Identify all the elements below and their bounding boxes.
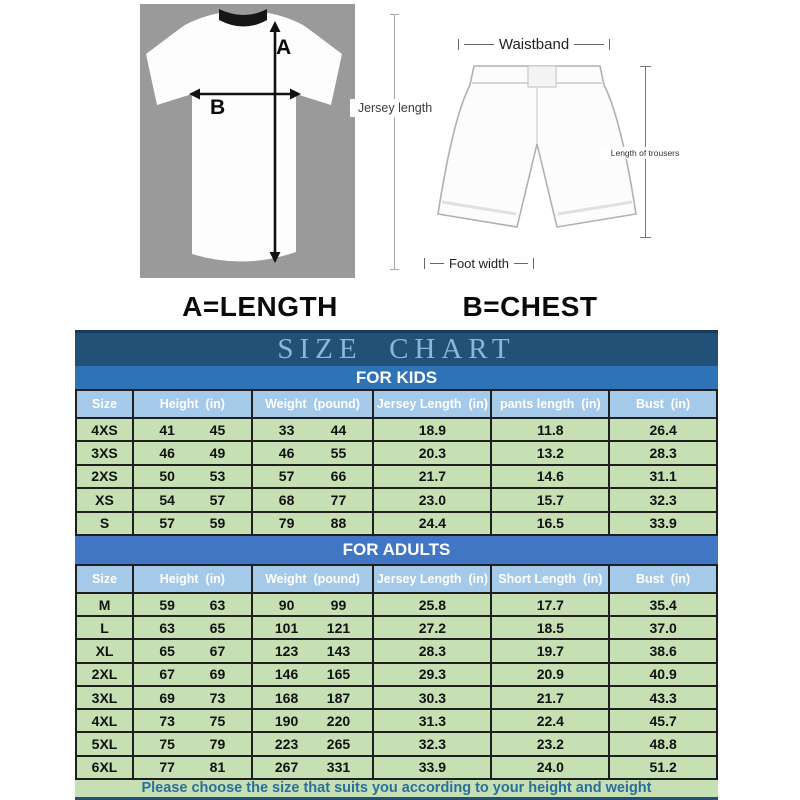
table-row — [75, 466, 718, 489]
cell-value: 267 — [274, 759, 299, 776]
cell-value: 23.2 — [536, 736, 564, 753]
cell-value: 57 — [209, 491, 226, 508]
cell-value: 75 — [159, 736, 175, 753]
cell-value: 123 — [274, 643, 299, 660]
value-cell — [492, 664, 610, 685]
value-cell — [374, 687, 492, 708]
measure-line — [574, 44, 604, 45]
cell-value: 45 — [209, 421, 226, 438]
cell-value: 54 — [159, 491, 175, 508]
cell-value: 67 — [209, 643, 226, 660]
value-cell — [253, 757, 375, 778]
cell-value: 65 — [209, 619, 226, 636]
cell-value: 4XL — [91, 712, 118, 729]
length-of-trousers-label: Length of trousers — [601, 147, 689, 159]
measure-line — [464, 44, 494, 45]
cell-value: 50 — [159, 468, 175, 485]
column-header-height: Height (in) — [134, 391, 253, 417]
cell-value: 38.6 — [649, 643, 677, 660]
cell-value: 77 — [330, 491, 347, 508]
table-row — [75, 757, 718, 780]
cell-value: 331 — [326, 759, 351, 776]
value-cell — [253, 594, 375, 615]
kids-table-rows — [75, 419, 718, 536]
cell-value: 99 — [330, 596, 347, 613]
size-cell — [77, 489, 134, 510]
cell-value: 28.3 — [649, 445, 677, 462]
table-row — [75, 687, 718, 710]
cell-value: 15.7 — [536, 491, 564, 508]
shirt-shape — [146, 13, 342, 262]
jersey-length-label: Jersey length — [350, 99, 440, 117]
cell-value: 48.8 — [649, 736, 677, 753]
column-header-bust: Bust (in) — [610, 391, 718, 417]
value-cell — [374, 442, 492, 463]
table-row — [75, 489, 718, 512]
value-cell — [253, 664, 375, 685]
cell-value: 40.9 — [649, 666, 677, 683]
value-cell — [610, 489, 718, 510]
column-header-short-length: Short Length (in) — [492, 566, 610, 592]
cell-value: 57 — [278, 468, 295, 485]
value-cell — [253, 640, 375, 661]
cell-value: 55 — [330, 445, 347, 462]
value-cell — [492, 442, 610, 463]
cell-value: 27.2 — [418, 619, 446, 636]
column-header-weight: Weight (pound) — [253, 566, 375, 592]
measure-tick — [609, 39, 610, 50]
cell-value: 31.3 — [418, 712, 446, 729]
cell-value: 41 — [159, 421, 175, 438]
table-row — [75, 640, 718, 663]
value-cell — [492, 733, 610, 754]
value-cell — [610, 757, 718, 778]
cell-value: 77 — [159, 759, 175, 776]
measure-tick — [458, 39, 459, 50]
cell-value: 187 — [326, 689, 351, 706]
value-cell — [134, 640, 253, 661]
value-cell — [374, 733, 492, 754]
size-cell — [77, 640, 134, 661]
measure-a-label: A — [276, 36, 292, 59]
cell-value: 88 — [330, 515, 347, 532]
value-cell — [492, 640, 610, 661]
cell-value: 190 — [274, 712, 299, 729]
cell-value: M — [98, 596, 111, 613]
adults-table-rows — [75, 594, 718, 780]
value-cell — [492, 710, 610, 731]
value-cell — [253, 617, 375, 638]
cell-value: 57 — [159, 515, 175, 532]
value-cell — [134, 419, 253, 440]
cell-value: 265 — [326, 736, 351, 753]
column-header-size: Size — [77, 391, 134, 417]
table-row — [75, 594, 718, 617]
column-header-size: Size — [77, 566, 134, 592]
cell-value: 49 — [209, 445, 226, 462]
cell-value: 59 — [209, 515, 226, 532]
value-cell — [134, 513, 253, 534]
cell-value: 16.5 — [536, 515, 564, 532]
cell-value: 29.3 — [418, 666, 446, 683]
cell-value: 3XS — [91, 445, 118, 462]
value-cell — [253, 733, 375, 754]
size-cell — [77, 617, 134, 638]
cell-value: 44 — [330, 421, 347, 438]
cell-value: 65 — [159, 643, 175, 660]
value-cell — [374, 466, 492, 487]
cell-value: 2XS — [91, 468, 118, 485]
cell-value: 101 — [274, 619, 299, 636]
cell-value: 69 — [209, 666, 226, 683]
cell-value: 63 — [159, 619, 175, 636]
cell-value: 68 — [278, 491, 295, 508]
cell-value: 18.9 — [418, 421, 446, 438]
cell-value: 35.4 — [649, 596, 677, 613]
legend-b-chest: B=CHEST — [462, 291, 598, 322]
size-cell — [77, 757, 134, 778]
column-header-weight: Weight (pound) — [253, 391, 375, 417]
cell-value: 11.8 — [537, 421, 564, 438]
size-chart — [75, 330, 718, 800]
size-cell — [77, 664, 134, 685]
cell-value: 31.1 — [649, 468, 677, 485]
value-cell — [492, 419, 610, 440]
size-cell — [77, 513, 134, 534]
jersey-length-measure-line — [394, 14, 395, 270]
cell-value: 28.3 — [418, 643, 446, 660]
cell-value: 90 — [278, 596, 295, 613]
cell-value: 81 — [209, 759, 226, 776]
cell-value: 21.7 — [536, 689, 564, 706]
size-cell — [77, 687, 134, 708]
measure-line — [430, 263, 444, 264]
cell-value: 73 — [209, 689, 226, 706]
value-cell — [134, 466, 253, 487]
value-cell — [134, 489, 253, 510]
table-row — [75, 617, 718, 640]
value-cell — [374, 594, 492, 615]
value-cell — [134, 733, 253, 754]
jersey-diagram — [140, 4, 355, 278]
size-cell — [77, 466, 134, 487]
cell-value: 33.9 — [649, 515, 677, 532]
cell-value: 32.3 — [649, 491, 677, 508]
value-cell — [610, 419, 718, 440]
value-cell — [610, 664, 718, 685]
cell-value: 2XL — [91, 666, 118, 683]
table-row — [75, 442, 718, 465]
waistband-measure — [458, 36, 610, 53]
cell-value: 4XS — [91, 421, 118, 438]
cell-value: XS — [95, 491, 114, 508]
measure-tick — [424, 258, 425, 269]
jersey-diagram-panel — [140, 4, 355, 278]
cell-value: S — [99, 515, 110, 532]
cell-value: 21.7 — [418, 468, 446, 485]
section-header-adults: FOR ADULTS — [75, 536, 718, 566]
value-cell — [610, 733, 718, 754]
value-cell — [610, 594, 718, 615]
value-cell — [134, 664, 253, 685]
cell-value: 146 — [274, 666, 299, 683]
column-header-bust: Bust (in) — [610, 566, 718, 592]
cell-value: 5XL — [91, 736, 118, 753]
cell-value: 79 — [209, 736, 226, 753]
size-cell — [77, 419, 134, 440]
measure-tick — [533, 258, 534, 269]
cell-value: 121 — [326, 619, 351, 636]
fly-detail — [528, 66, 556, 87]
cell-value: 66 — [330, 468, 347, 485]
adults-table-header — [75, 566, 718, 594]
table-row — [75, 710, 718, 733]
value-cell — [134, 757, 253, 778]
foot-width-label: Foot width — [449, 256, 509, 271]
column-header-jersey-length: Jersey Length (in) — [374, 566, 492, 592]
cell-value: 46 — [159, 445, 175, 462]
value-cell — [134, 617, 253, 638]
cell-value: 30.3 — [418, 689, 446, 706]
value-cell — [374, 664, 492, 685]
cell-value: 59 — [159, 596, 175, 613]
measurement-diagrams — [0, 0, 800, 330]
cell-value: 73 — [159, 712, 175, 729]
cell-value: 165 — [326, 666, 351, 683]
kids-table-header — [75, 391, 718, 419]
table-row — [75, 513, 718, 536]
foot-width-measure — [424, 256, 534, 271]
value-cell — [492, 489, 610, 510]
size-chart-title: SIZE CHART — [75, 330, 718, 366]
value-cell — [253, 513, 375, 534]
column-header-height: Height (in) — [134, 566, 253, 592]
cell-value: 223 — [274, 736, 299, 753]
value-cell — [374, 617, 492, 638]
cell-value: 63 — [209, 596, 226, 613]
cell-value: 26.4 — [649, 421, 677, 438]
value-cell — [374, 710, 492, 731]
size-cell — [77, 594, 134, 615]
cell-value: 33.9 — [418, 759, 446, 776]
value-cell — [610, 710, 718, 731]
cell-value: L — [100, 619, 109, 636]
cell-value: 20.9 — [536, 666, 564, 683]
table-row — [75, 733, 718, 756]
size-cell — [77, 710, 134, 731]
value-cell — [253, 466, 375, 487]
footer-note: Please choose the size that suits you according to your height and weight — [75, 780, 718, 797]
value-cell — [492, 594, 610, 615]
cell-value: 33 — [278, 421, 295, 438]
value-cell — [374, 419, 492, 440]
cell-value: 18.5 — [536, 619, 564, 636]
value-cell — [134, 594, 253, 615]
value-cell — [253, 419, 375, 440]
cell-value: 24.0 — [536, 759, 564, 776]
waistband-label: Waistband — [498, 36, 570, 53]
column-header-jersey-length: Jersey Length (in) — [374, 391, 492, 417]
cell-value: 19.7 — [536, 643, 564, 660]
cell-value: 37.0 — [649, 619, 677, 636]
value-cell — [253, 489, 375, 510]
value-cell — [610, 617, 718, 638]
cell-value: 23.0 — [418, 491, 446, 508]
cell-value: 51.2 — [649, 759, 677, 776]
cell-value: 17.7 — [536, 596, 564, 613]
cell-value: 220 — [326, 712, 351, 729]
cell-value: 143 — [326, 643, 351, 660]
measure-line — [514, 263, 528, 264]
value-cell — [610, 513, 718, 534]
cell-value: 22.4 — [536, 712, 564, 729]
column-header-pants-length: pants length (in) — [492, 391, 610, 417]
value-cell — [134, 442, 253, 463]
value-cell — [610, 687, 718, 708]
value-cell — [492, 513, 610, 534]
legend-a-length: A=LENGTH — [182, 291, 338, 322]
value-cell — [374, 640, 492, 661]
table-row — [75, 664, 718, 687]
value-cell — [492, 687, 610, 708]
cell-value: 69 — [159, 689, 175, 706]
value-cell — [492, 757, 610, 778]
section-header-kids: FOR KIDS — [75, 366, 718, 391]
cell-value: 32.3 — [418, 736, 446, 753]
cell-value: 13.2 — [536, 445, 564, 462]
cell-value: 6XL — [91, 759, 118, 776]
value-cell — [610, 640, 718, 661]
value-cell — [253, 687, 375, 708]
table-row — [75, 419, 718, 442]
value-cell — [253, 442, 375, 463]
value-cell — [610, 466, 718, 487]
cell-value: 46 — [278, 445, 295, 462]
cell-value: 53 — [209, 468, 226, 485]
size-cell — [77, 733, 134, 754]
value-cell — [374, 757, 492, 778]
size-cell — [77, 442, 134, 463]
value-cell — [610, 442, 718, 463]
cell-value: 79 — [278, 515, 295, 532]
cell-value: 20.3 — [418, 445, 446, 462]
cell-value: 3XL — [91, 689, 118, 706]
value-cell — [134, 710, 253, 731]
value-cell — [492, 617, 610, 638]
cell-value: XL — [95, 643, 114, 660]
cell-value: 45.7 — [649, 712, 677, 729]
value-cell — [374, 489, 492, 510]
cell-value: 168 — [274, 689, 299, 706]
value-cell — [253, 710, 375, 731]
cell-value: 14.6 — [536, 468, 564, 485]
measure-b-label: B — [210, 96, 226, 119]
cell-value: 75 — [209, 712, 226, 729]
cell-value: 24.4 — [418, 515, 446, 532]
value-cell — [492, 466, 610, 487]
cell-value: 25.8 — [418, 596, 446, 613]
cell-value: 67 — [159, 666, 175, 683]
value-cell — [374, 513, 492, 534]
cell-value: 43.3 — [649, 689, 677, 706]
value-cell — [134, 687, 253, 708]
